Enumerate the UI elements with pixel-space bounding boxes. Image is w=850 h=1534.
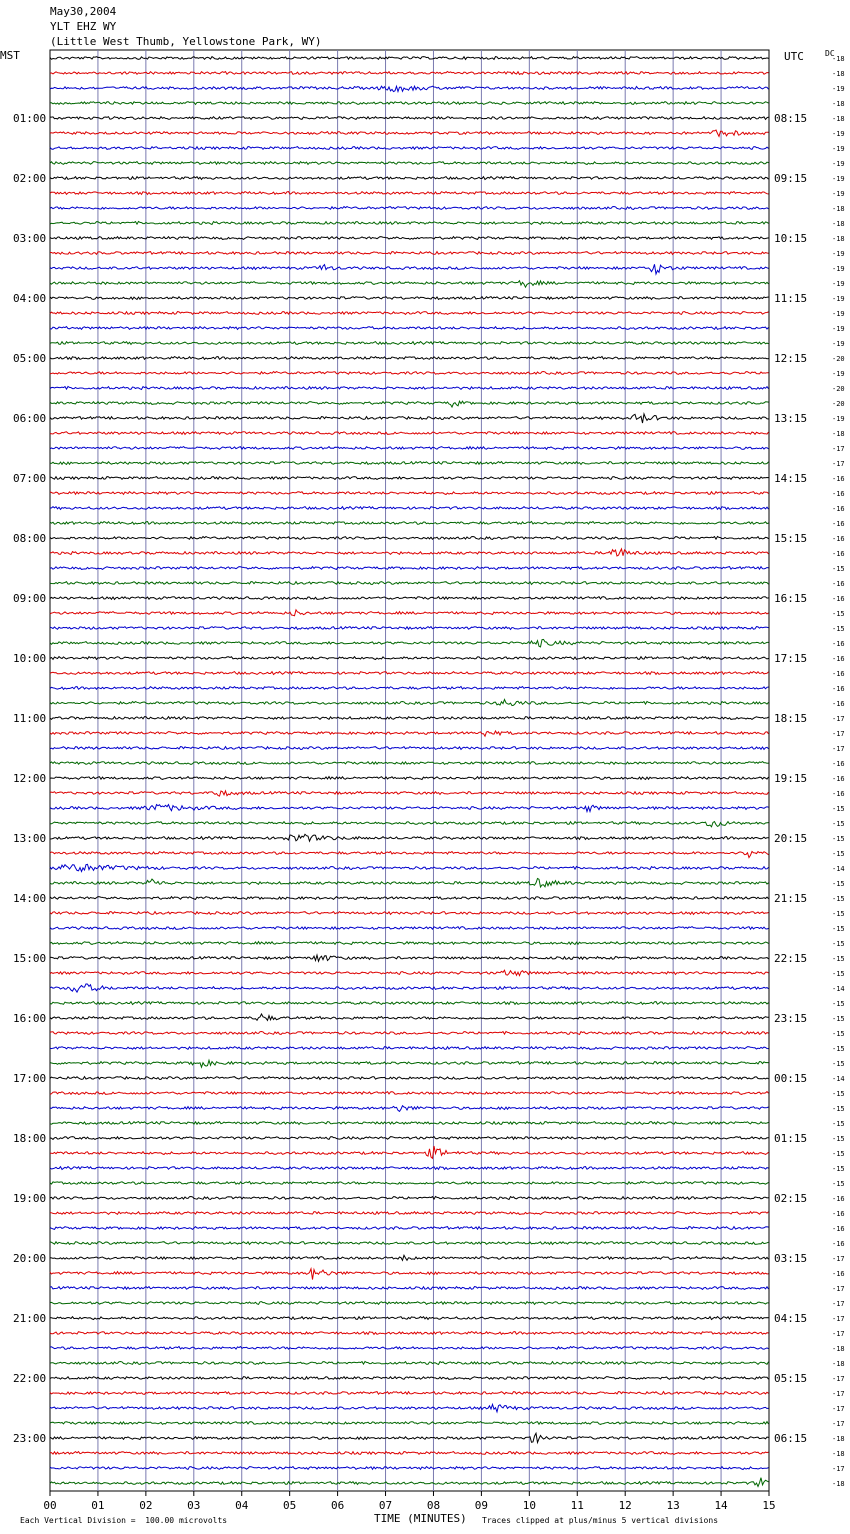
seismic-trace xyxy=(50,852,769,858)
dc-offset-label: -16 xyxy=(832,580,845,588)
x-tick-label: 01 xyxy=(91,1499,105,1512)
seismic-trace xyxy=(50,1332,769,1335)
dc-offset-label: -16 xyxy=(832,670,845,678)
mst-hour-label: 05:00 xyxy=(13,352,47,365)
utc-hour-label: 00:15 xyxy=(774,1072,808,1085)
seismic-trace xyxy=(50,1106,769,1112)
mst-axis-label: MST xyxy=(0,49,20,62)
dc-offset-label: -19 xyxy=(832,175,845,183)
dc-offset-label: -15 xyxy=(832,835,845,843)
dc-offset-label: -16 xyxy=(832,685,845,693)
dc-offset-label: -19 xyxy=(832,370,845,378)
seismic-trace xyxy=(50,1122,769,1125)
seismic-trace xyxy=(50,1137,769,1140)
utc-hour-label: 11:15 xyxy=(774,292,808,305)
seismic-trace xyxy=(50,1146,769,1158)
dc-offset-label: -15 xyxy=(832,925,845,933)
seismic-trace xyxy=(50,357,769,360)
mst-hour-label: 23:00 xyxy=(13,1432,47,1445)
dc-offset-label: -19 xyxy=(832,325,845,333)
x-tick-label: 10 xyxy=(522,1499,536,1512)
seismic-trace xyxy=(50,970,769,975)
x-tick-label: 11 xyxy=(570,1499,584,1512)
dc-offset-label: -16 xyxy=(832,700,845,708)
dc-offset-label: -17 xyxy=(832,1315,845,1323)
seismic-trace xyxy=(50,1077,769,1080)
utc-hour-label: 16:15 xyxy=(774,592,808,605)
dc-offset-label: -14 xyxy=(832,1075,845,1083)
seismic-trace xyxy=(50,717,769,720)
seismic-trace xyxy=(50,477,769,480)
utc-hour-label: 10:15 xyxy=(774,232,808,245)
dc-offset-label: -19 xyxy=(832,130,845,138)
seismic-trace xyxy=(50,805,769,812)
seismic-trace xyxy=(50,1242,769,1245)
dc-offset-label: -19 xyxy=(832,295,845,303)
mst-hour-label: 17:00 xyxy=(13,1072,47,1085)
seismic-trace xyxy=(50,281,769,288)
dc-offset-label: -18 xyxy=(832,70,845,78)
dc-offset-label: -17 xyxy=(832,1285,845,1293)
x-tick-label: 15 xyxy=(762,1499,776,1512)
dc-offset-label: -16 xyxy=(832,595,845,603)
mst-hour-label: 20:00 xyxy=(13,1252,47,1265)
x-tick-label: 12 xyxy=(618,1499,632,1512)
utc-hour-label: 06:15 xyxy=(774,1432,808,1445)
mst-hour-label: 04:00 xyxy=(13,292,47,305)
seismic-trace xyxy=(50,955,769,961)
dc-offset-label: -15 xyxy=(832,805,845,813)
seismic-trace xyxy=(50,747,769,750)
dc-offset-label: -19 xyxy=(832,160,845,168)
seismic-trace xyxy=(50,567,769,570)
mst-hour-label: 09:00 xyxy=(13,592,47,605)
seismic-trace xyxy=(50,1032,769,1035)
dc-offset-label: -17 xyxy=(832,1465,845,1473)
mst-hour-label: 03:00 xyxy=(13,232,47,245)
seismic-trace xyxy=(50,1377,769,1380)
seismic-trace xyxy=(50,162,769,165)
dc-offset-label: -15 xyxy=(832,1150,845,1158)
x-tick-label: 14 xyxy=(714,1499,728,1512)
dc-offset-label: -15 xyxy=(832,1105,845,1113)
dc-offset-label: -18 xyxy=(832,430,845,438)
mst-hour-label: 22:00 xyxy=(13,1372,47,1385)
dc-offset-label: -18 xyxy=(832,115,845,123)
dc-offset-label: -15 xyxy=(832,850,845,858)
utc-axis-label: UTC xyxy=(784,50,804,63)
seismic-trace xyxy=(50,387,769,390)
dc-offset-label: -16 xyxy=(832,655,845,663)
dc-offset-label: -15 xyxy=(832,820,845,828)
mst-hour-label: 01:00 xyxy=(13,112,47,125)
seismic-trace xyxy=(50,834,769,841)
dc-offset-label: -15 xyxy=(832,880,845,888)
dc-offset-label: -16 xyxy=(832,520,845,528)
seismic-trace xyxy=(50,1092,769,1095)
mst-hour-label: 18:00 xyxy=(13,1132,47,1145)
seismic-trace xyxy=(50,1167,769,1170)
x-tick-label: 06 xyxy=(330,1499,345,1512)
dc-offset-label: -16 xyxy=(832,1225,845,1233)
dc-offset-label: -19 xyxy=(832,340,845,348)
seismic-trace xyxy=(50,147,769,150)
dc-offset-label: -15 xyxy=(832,565,845,573)
seismic-trace xyxy=(50,522,769,525)
dc-offset-label: -15 xyxy=(832,625,845,633)
dc-offset-label: -15 xyxy=(832,1060,845,1068)
dc-offset-label: -18 xyxy=(832,220,845,228)
utc-hour-label: 01:15 xyxy=(774,1132,808,1145)
utc-hour-label: 23:15 xyxy=(774,1012,808,1025)
seismic-trace xyxy=(50,447,769,450)
dc-offset-label: -16 xyxy=(832,1210,845,1218)
seismic-trace xyxy=(50,327,769,330)
dc-offset-label: -18 xyxy=(832,1450,845,1458)
mst-hour-label: 12:00 xyxy=(13,772,47,785)
utc-hour-label: 17:15 xyxy=(774,652,808,665)
dc-offset-label: -18 xyxy=(832,55,845,63)
dc-offset-label: -17 xyxy=(832,730,845,738)
dc-offset-label: -18 xyxy=(832,235,845,243)
seismic-trace xyxy=(50,537,769,540)
dc-offset-label: -18 xyxy=(832,100,845,108)
utc-hour-label: 15:15 xyxy=(774,532,808,545)
utc-hour-label: 12:15 xyxy=(774,352,808,365)
seismic-trace xyxy=(50,177,769,180)
seismic-trace xyxy=(50,879,769,888)
x-tick-label: 04 xyxy=(235,1499,249,1512)
seismic-trace xyxy=(50,342,769,345)
mst-hour-label: 06:00 xyxy=(13,412,47,425)
x-tick-label: 07 xyxy=(378,1499,393,1512)
dc-offset-label: -15 xyxy=(832,1015,845,1023)
seismic-trace xyxy=(50,312,769,315)
seismic-trace xyxy=(50,582,769,585)
utc-hour-label: 09:15 xyxy=(774,172,808,185)
dc-offset-label: -16 xyxy=(832,775,845,783)
seismic-trace xyxy=(50,401,769,407)
seismic-trace xyxy=(50,1047,769,1050)
dc-offset-label: -18 xyxy=(832,205,845,213)
seismic-trace xyxy=(50,1347,769,1350)
dc-label: DC xyxy=(825,49,835,58)
dc-offset-label: -19 xyxy=(832,310,845,318)
dc-offset-label: -16 xyxy=(832,490,845,498)
x-tick-label: 13 xyxy=(666,1499,680,1512)
seismic-trace xyxy=(50,1255,769,1260)
x-tick-label: 00 xyxy=(43,1499,57,1512)
seismic-trace xyxy=(50,864,769,871)
seismic-trace xyxy=(50,657,769,660)
seismic-trace xyxy=(50,597,769,600)
seismic-trace xyxy=(50,372,769,375)
dc-offset-label: -17 xyxy=(832,1330,845,1338)
dc-offset-label: -19 xyxy=(832,250,845,258)
dc-offset-label: -17 xyxy=(832,460,845,468)
mst-hour-label: 10:00 xyxy=(13,652,47,665)
mst-hour-label: 11:00 xyxy=(13,712,47,725)
dc-offset-label: -17 xyxy=(832,745,845,753)
station-location: (Little West Thumb, Yellowstone Park, WY) xyxy=(50,35,322,48)
seismic-trace xyxy=(50,762,769,765)
seismic-trace xyxy=(50,1467,769,1470)
mst-hour-label: 14:00 xyxy=(13,892,47,905)
seismic-trace xyxy=(50,912,769,915)
seismic-trace xyxy=(50,432,769,435)
utc-hour-label: 22:15 xyxy=(774,952,808,965)
seismic-trace xyxy=(50,731,769,736)
dc-offset-label: -17 xyxy=(832,445,845,453)
seismic-trace xyxy=(50,897,769,900)
dc-offset-label: -20 xyxy=(832,400,845,408)
dc-offset-label: -20 xyxy=(832,355,845,363)
utc-hour-label: 18:15 xyxy=(774,712,808,725)
utc-hour-label: 20:15 xyxy=(774,832,808,845)
dc-offset-label: -19 xyxy=(832,265,845,273)
dc-offset-label: -16 xyxy=(832,535,845,543)
dc-offset-label: -19 xyxy=(832,190,845,198)
x-tick-label: 08 xyxy=(426,1499,441,1512)
dc-offset-label: -17 xyxy=(832,1375,845,1383)
scale-note: Each Vertical Division = 100.00 microvolts xyxy=(20,1516,228,1525)
seismic-trace xyxy=(50,549,769,556)
seismic-trace xyxy=(50,57,769,60)
dc-offset-label: -16 xyxy=(832,760,845,768)
dc-offset-label: -15 xyxy=(832,955,845,963)
dc-offset-label: -15 xyxy=(832,1165,845,1173)
x-axis-title: TIME (MINUTES) xyxy=(374,1512,467,1525)
seismic-trace xyxy=(50,791,769,796)
dc-offset-label: -18 xyxy=(832,1480,845,1488)
seismic-trace xyxy=(50,207,769,210)
seismic-trace xyxy=(50,1182,769,1185)
x-tick-label: 05 xyxy=(283,1499,297,1512)
seismic-trace xyxy=(50,627,769,630)
seismic-trace xyxy=(50,1287,769,1290)
dc-offset-label: -14 xyxy=(832,985,845,993)
dc-offset-label: -16 xyxy=(832,550,845,558)
seismic-trace xyxy=(50,1404,769,1412)
dc-offset-label: -15 xyxy=(832,1000,845,1008)
dc-offset-label: -19 xyxy=(832,415,845,423)
dc-offset-label: -19 xyxy=(832,280,845,288)
dc-offset-label: -16 xyxy=(832,1240,845,1248)
dc-offset-label: -15 xyxy=(832,895,845,903)
seismic-trace xyxy=(50,1212,769,1215)
dc-offset-label: -17 xyxy=(832,1420,845,1428)
seismic-trace xyxy=(50,639,769,647)
mst-hour-label: 07:00 xyxy=(13,472,47,485)
dc-offset-label: -15 xyxy=(832,910,845,918)
seismic-trace xyxy=(50,86,769,91)
dc-offset-label: -18 xyxy=(832,1360,845,1368)
dc-offset-label: -20 xyxy=(832,385,845,393)
seismic-trace xyxy=(50,822,769,827)
utc-hour-label: 05:15 xyxy=(774,1372,808,1385)
dc-offset-label: -17 xyxy=(832,715,845,723)
utc-hour-label: 13:15 xyxy=(774,412,808,425)
seismic-trace xyxy=(50,1422,769,1425)
seismic-trace xyxy=(50,1317,769,1320)
mst-hour-label: 13:00 xyxy=(13,832,47,845)
utc-hour-label: 14:15 xyxy=(774,472,808,485)
station-code: YLT EHZ WY xyxy=(50,20,117,33)
utc-hour-label: 02:15 xyxy=(774,1192,808,1205)
seismic-trace xyxy=(50,222,769,225)
seismic-trace xyxy=(50,507,769,510)
dc-offset-label: -18 xyxy=(832,1435,845,1443)
seismic-trace xyxy=(50,192,769,195)
dc-offset-label: -17 xyxy=(832,1255,845,1263)
seismic-trace xyxy=(50,700,769,706)
seismic-trace xyxy=(50,414,769,423)
seismic-trace xyxy=(50,1197,769,1200)
utc-hour-label: 03:15 xyxy=(774,1252,808,1265)
x-tick-label: 09 xyxy=(474,1499,489,1512)
seismic-trace xyxy=(50,610,769,616)
dc-offset-label: -17 xyxy=(832,1390,845,1398)
dc-offset-label: -16 xyxy=(832,1195,845,1203)
seismic-trace xyxy=(50,297,769,300)
dc-offset-label: -15 xyxy=(832,1030,845,1038)
seismic-trace xyxy=(50,1362,769,1365)
utc-hour-label: 04:15 xyxy=(774,1312,808,1325)
seismic-trace xyxy=(50,984,769,992)
seismic-trace xyxy=(50,102,769,105)
mst-hour-label: 08:00 xyxy=(13,532,47,545)
seismic-trace xyxy=(50,72,769,75)
dc-offset-label: -14 xyxy=(832,865,845,873)
seismic-trace xyxy=(50,130,769,136)
mst-hour-label: 15:00 xyxy=(13,952,47,965)
mst-hour-label: 19:00 xyxy=(13,1192,47,1205)
mst-hour-label: 16:00 xyxy=(13,1012,47,1025)
seismic-trace xyxy=(50,1392,769,1395)
seismic-trace xyxy=(50,117,769,120)
seismic-trace xyxy=(50,1227,769,1230)
mst-hour-label: 02:00 xyxy=(13,172,47,185)
dc-offset-label: -16 xyxy=(832,475,845,483)
utc-hour-label: 21:15 xyxy=(774,892,808,905)
seismic-trace xyxy=(50,1478,769,1487)
seismic-trace xyxy=(50,1002,769,1005)
clip-note: Traces clipped at plus/minus 5 vertical divisions xyxy=(482,1516,719,1525)
seismic-trace xyxy=(50,1060,769,1067)
dc-offset-label: -15 xyxy=(832,1090,845,1098)
dc-offset-label: -17 xyxy=(832,1405,845,1413)
seismic-trace xyxy=(50,492,769,495)
dc-offset-label: -16 xyxy=(832,790,845,798)
seismic-trace xyxy=(50,252,769,255)
dc-offset-label: -15 xyxy=(832,610,845,618)
mst-hour-label: 21:00 xyxy=(13,1312,47,1325)
seismic-trace xyxy=(50,777,769,780)
seismic-trace xyxy=(50,1433,769,1442)
seismic-trace xyxy=(50,1302,769,1305)
dc-offset-label: -15 xyxy=(832,1045,845,1053)
utc-hour-label: 19:15 xyxy=(774,772,808,785)
record-date: May30,2004 xyxy=(50,5,117,18)
dc-offset-label: -15 xyxy=(832,1180,845,1188)
seismic-trace xyxy=(50,672,769,675)
dc-offset-label: -15 xyxy=(832,940,845,948)
seismic-trace xyxy=(50,1269,769,1280)
seismic-trace xyxy=(50,1452,769,1455)
seismic-trace xyxy=(50,942,769,945)
x-tick-label: 02 xyxy=(139,1499,153,1512)
dc-offset-label: -16 xyxy=(832,640,845,648)
dc-offset-label: -15 xyxy=(832,1120,845,1128)
seismic-trace xyxy=(50,1014,769,1020)
x-tick-label: 03 xyxy=(187,1499,201,1512)
dc-offset-label: -16 xyxy=(832,1270,845,1278)
seismic-trace xyxy=(50,462,769,465)
seismic-trace xyxy=(50,687,769,690)
dc-offset-label: -18 xyxy=(832,1345,845,1353)
dc-offset-label: -15 xyxy=(832,970,845,978)
seismic-trace xyxy=(50,237,769,240)
dc-offset-label: -16 xyxy=(832,505,845,513)
seismic-trace xyxy=(50,264,769,274)
dc-offset-label: -15 xyxy=(832,1135,845,1143)
seismic-trace xyxy=(50,927,769,930)
utc-hour-label: 08:15 xyxy=(774,112,808,125)
dc-offset-label: -17 xyxy=(832,1300,845,1308)
dc-offset-label: -19 xyxy=(832,85,845,93)
dc-offset-label: -19 xyxy=(832,145,845,153)
